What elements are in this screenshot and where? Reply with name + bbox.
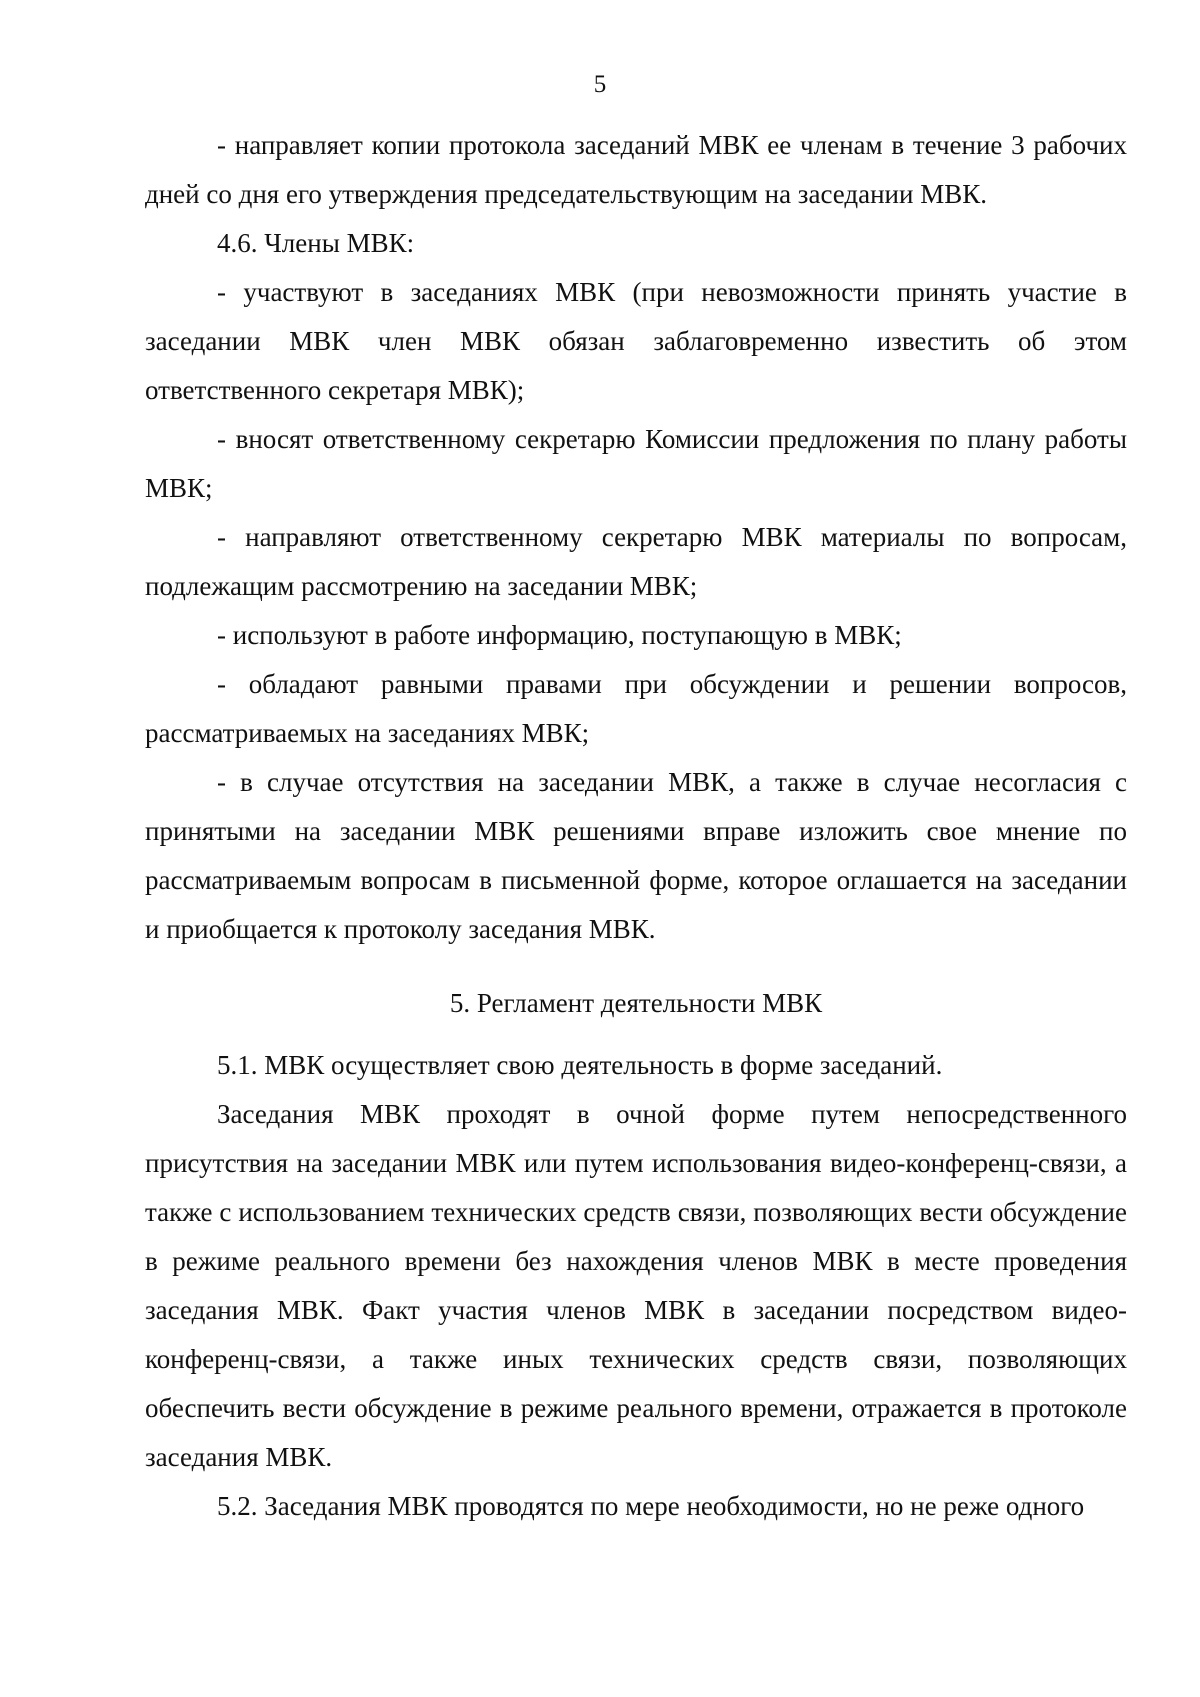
paragraph-dissent: - в случае отсутствия на заседании МВК, а также в случае несогласия с принятыми на заседании МВК решениями вправе изложить свое мнение по рассматриваемым вопросам в письменной форме, которое оглашается на заседании и приобщается к протоколу заседания МВК. (145, 767, 1127, 944)
paragraph-information: - используют в работе информацию, поступающую в МВК; (217, 620, 902, 650)
paragraph-members-heading: 4.6. Члены МВК: (217, 228, 415, 258)
page-number: 5 (593, 71, 607, 98)
paragraph-materials: - направляют ответственному секретарю МВК материалы по вопросам, подлежащим рассмотрению на заседании МВК; (145, 522, 1127, 601)
page-body (145, 121, 1127, 1531)
paragraph-proposals: - вносят ответственному секретарю Комиссии предложения по плану работы МВК; (145, 424, 1127, 503)
paragraph-meetings-frequency: 5.2. Заседания МВК проводятся по мере необходимости, но не реже одного (217, 1491, 1085, 1521)
paragraph-copies-protocol: - направляет копии протокола заседаний МВК ее членам в течение 3 рабочих дней со дня его утверждения председательствующим на заседании МВК. (145, 130, 1127, 209)
paragraph-participate: - участвуют в заседаниях МВК (при невозможности принять участие в заседании МВК член МВК обязан заблаговременно известить об этом ответственного секретаря МВК); (145, 277, 1127, 405)
paragraph-meetings-attendance: Заседания МВК проходят в очной форме путем непосредственного присутствия на заседании МВК или путем использования видео-конференц-связи, а также с использованием технических средств связи, позволяющих вести обсуждение в режиме реального времени без нахождения членов МВК в месте проведения заседания МВК. Факт участия членов МВК в заседании посредством видео-конференц-связи, а также иных технических средств связи, позволяющих обеспечить вести обсуждение в режиме реального времени, отражается в протоколе заседания МВК. (145, 1099, 1127, 1472)
paragraph-equal-rights: - обладают равными правами при обсуждении и решении вопросов, рассматриваемых на заседаниях МВК; (145, 669, 1127, 748)
paragraph-meetings-form: 5.1. МВК осуществляет свою деятельность в форме заседаний. (217, 1050, 943, 1080)
section-heading: 5. Регламент деятельности МВК (449, 988, 823, 1018)
